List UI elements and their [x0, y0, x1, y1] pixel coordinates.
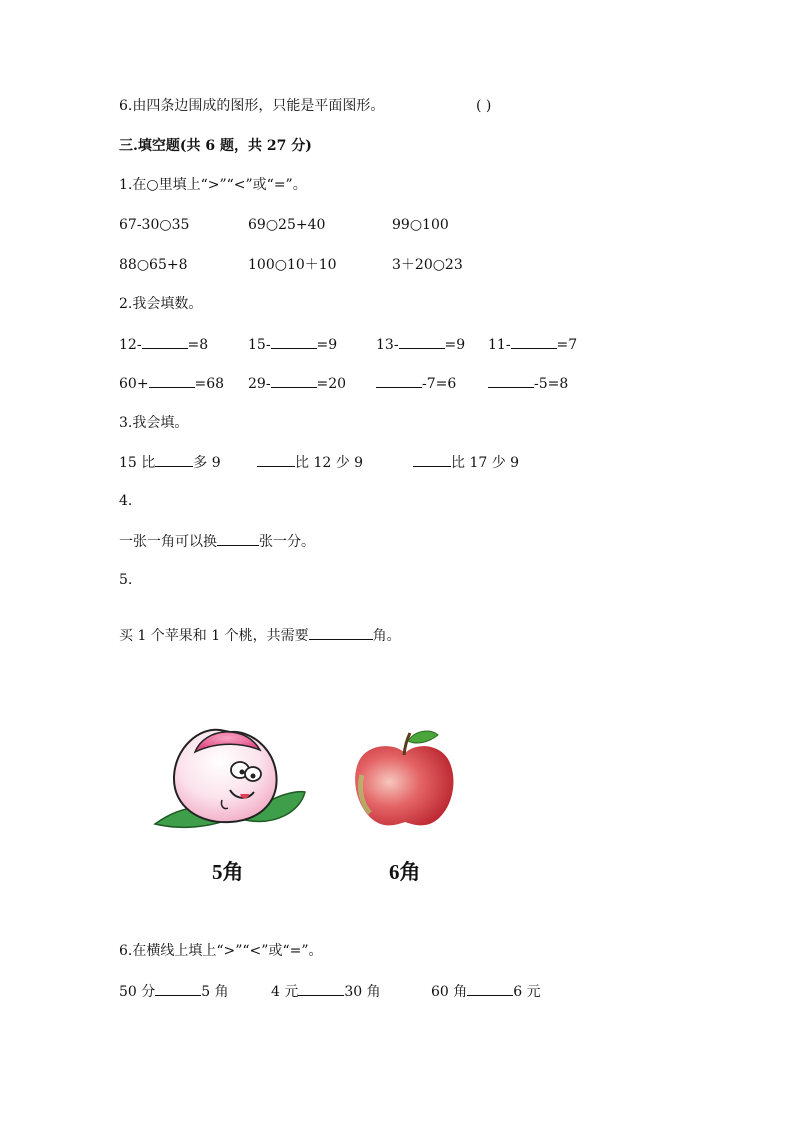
answer-blank[interactable] [399, 334, 445, 349]
answer-blank[interactable] [155, 452, 193, 467]
peach-price: 5角 [212, 860, 244, 884]
q1-item[interactable]: 99○100 [392, 217, 449, 233]
peach-image [150, 722, 315, 837]
q4-pre: 一张一角可以换 [119, 534, 217, 550]
q2-item [488, 373, 568, 394]
q1-item[interactable]: 3＋20○23 [392, 257, 463, 273]
q2-item [488, 334, 577, 355]
apple-price: 6角 [389, 860, 421, 884]
answer-blank[interactable] [257, 452, 295, 467]
q2-item [376, 373, 456, 394]
q3-item-pre: 15 比 [119, 455, 156, 471]
q6-item-pre: 60 角 [431, 984, 468, 1000]
answer-blank[interactable] [155, 981, 201, 996]
apple-image [350, 727, 460, 832]
q2-item-post: =68 [194, 376, 225, 392]
answer-blank[interactable] [467, 981, 513, 996]
answer-blank[interactable] [271, 334, 317, 349]
q6-item-post: 6 元 [513, 984, 541, 1000]
q6-item-post: 30 角 [344, 984, 381, 1000]
q2-item [248, 334, 337, 355]
answer-blank[interactable] [149, 373, 195, 388]
q2-item-post: =7 [556, 337, 578, 353]
q3-item-post: 比 12 少 9 [295, 455, 364, 471]
q6-item-pre: 50 分 [119, 984, 156, 1000]
q6-item-post: 5 角 [201, 984, 229, 1000]
q6-item-pre: 4 元 [271, 984, 299, 1000]
q2-item-post: -7=6 [422, 376, 457, 392]
q5-number: 5. [119, 572, 133, 588]
answer-blank[interactable] [488, 373, 534, 388]
q2-item [119, 334, 208, 355]
q3-title: 3.我会填。 [119, 415, 189, 431]
q2-item-pre: 11- [488, 337, 511, 353]
answer-blank[interactable] [142, 334, 188, 349]
q2-item-post: =9 [444, 337, 466, 353]
q2-item-pre: 13- [376, 337, 399, 353]
q6-title: 6.在横线上填上“>”“<”或“=”。 [119, 943, 323, 959]
q4-item [119, 531, 315, 552]
q6-item [119, 981, 229, 1002]
answer-blank[interactable] [413, 452, 451, 467]
q1-item[interactable]: 69○25+40 [248, 217, 326, 233]
q1-item[interactable]: 67-30○35 [119, 217, 190, 233]
q5-pre: 买 1 个苹果和 1 个桃，共需要 [119, 628, 309, 644]
q2-item [376, 334, 465, 355]
q2-item-pre: 29- [248, 376, 271, 392]
q2-item-pre: 60+ [119, 376, 149, 392]
answer-parentheses[interactable]: ( ) [476, 98, 492, 114]
q3-item [119, 452, 221, 473]
q2-item-post: =9 [316, 337, 338, 353]
answer-blank[interactable] [271, 373, 317, 388]
q2-item-post: =8 [187, 337, 209, 353]
answer-blank[interactable] [309, 625, 373, 640]
judge-question-6 [119, 96, 384, 116]
judge-question-6-text: 6.由四条边围成的图形，只能是平面图形。 [119, 98, 385, 114]
q5-item [119, 625, 401, 646]
q1-item[interactable]: 88○65+8 [119, 257, 188, 273]
q4-number: 4. [119, 493, 133, 509]
answer-blank[interactable] [298, 981, 344, 996]
q6-item [431, 981, 541, 1002]
q2-item [248, 373, 346, 394]
q4-post: 张一分。 [259, 534, 315, 550]
answer-blank[interactable] [376, 373, 422, 388]
section-title: 三.填空题(共 6 题，共 27 分) [119, 138, 312, 154]
answer-blank[interactable] [511, 334, 557, 349]
q2-item-pre: 15- [248, 337, 271, 353]
q2-item-post: -5=8 [534, 376, 569, 392]
q3-item-post: 比 17 少 9 [451, 455, 520, 471]
q2-item-pre: 12- [119, 337, 142, 353]
q6-item [271, 981, 381, 1002]
q5-post: 角。 [372, 628, 401, 644]
q3-item [413, 452, 519, 473]
q3-item [257, 452, 363, 473]
q2-item-post: =20 [316, 376, 347, 392]
q2-title: 2.我会填数。 [119, 296, 203, 312]
q3-item-post: 多 9 [193, 455, 221, 471]
q2-item [119, 373, 224, 394]
q1-item[interactable]: 100○10＋10 [248, 257, 337, 273]
answer-blank[interactable] [217, 531, 259, 546]
q1-title: 1.在○里填上“>”“<”或“=”。 [119, 177, 307, 193]
